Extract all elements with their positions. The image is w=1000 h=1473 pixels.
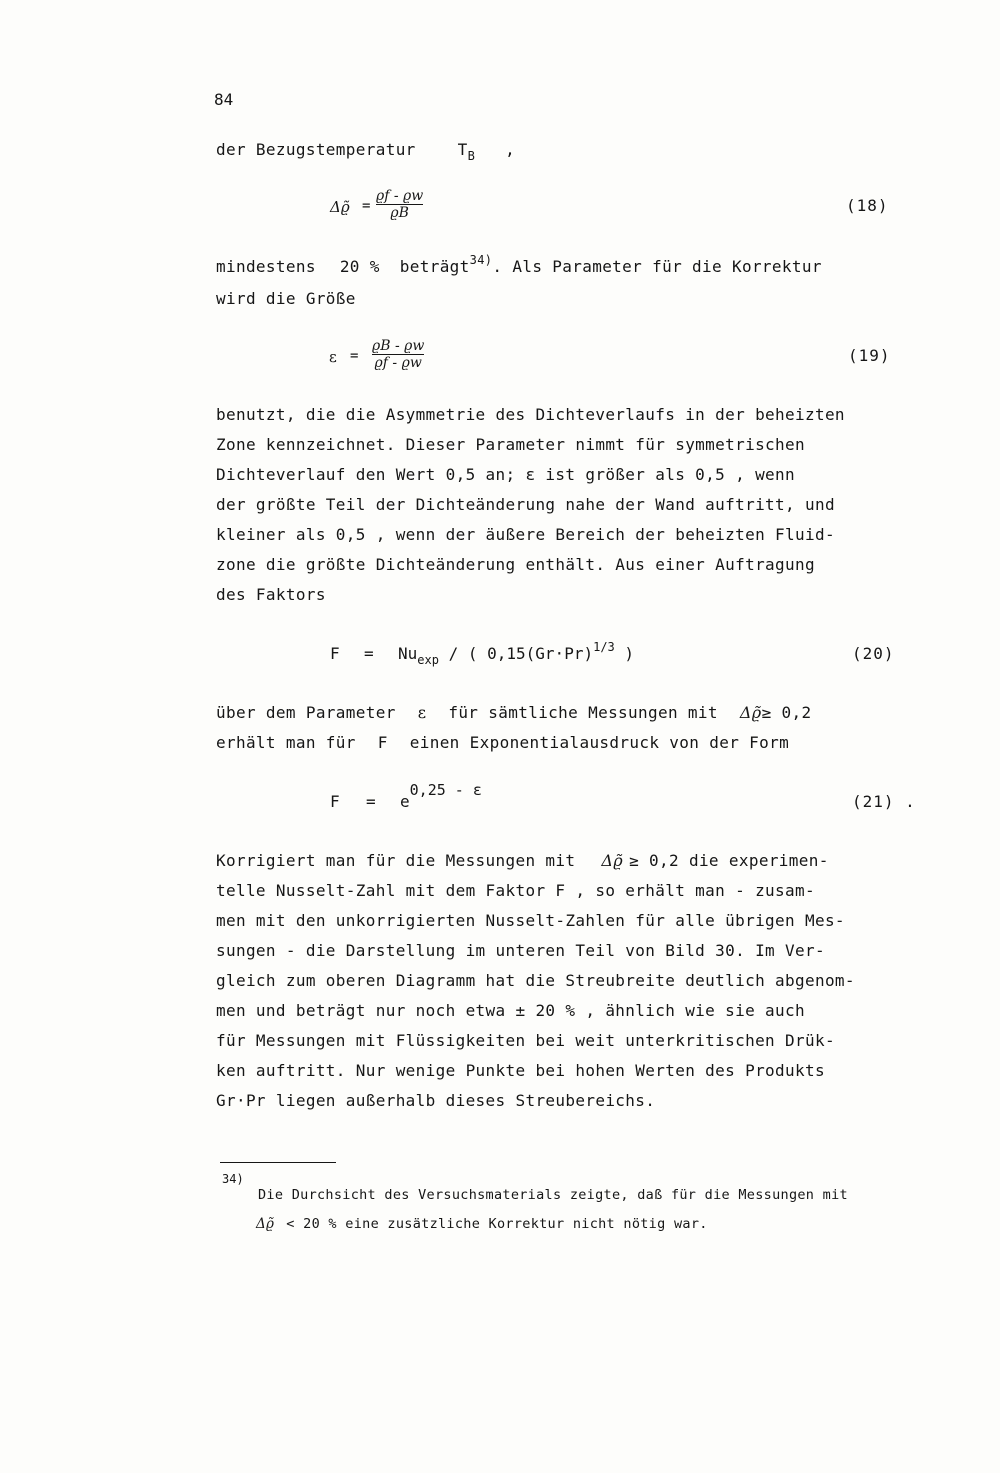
eq19-lhs: ε	[329, 348, 337, 366]
eq19-numerator: ϱB - ϱw	[372, 338, 425, 354]
para3-text-a: über dem Parameter	[216, 703, 396, 722]
intro-variable: T	[457, 140, 468, 159]
page-number: 84	[214, 90, 234, 109]
para2-line: benutzt, die die Asymmetrie des Dichteverlaufs in der beheizten	[216, 405, 845, 424]
para4-line: ken auftritt. Nur wenige Punkte bei hohen Werten des Produkts	[216, 1061, 825, 1080]
para2-line: Dichteverlauf den Wert 0,5 an; ε ist größer als 0,5 , wenn	[216, 465, 796, 484]
footnote-mark: 34)	[222, 1172, 244, 1186]
para3-factor: F	[377, 733, 388, 752]
eq20-nusselt-subscript: exp	[417, 653, 439, 667]
eq21-expression	[400, 781, 482, 811]
para4-text-c: ≥ 0,2 die experimen-	[629, 851, 829, 870]
eq20-equals: =	[364, 644, 374, 663]
para2-line: des Faktors	[216, 585, 326, 604]
para1-line1	[216, 253, 822, 276]
eq18-numerator: ϱf - ϱw	[376, 188, 424, 204]
eq21-exponent: 0,25 - ε	[409, 781, 482, 799]
para4-line1	[216, 851, 829, 870]
eq19-fraction	[372, 338, 424, 371]
para3-text-c: für sämtliche Messungen mit	[448, 703, 718, 722]
eq21-number: (21) .	[852, 792, 916, 811]
eq20-number: (20)	[852, 644, 895, 663]
eq20-nusselt: Nu	[398, 644, 418, 663]
para2-line: der größte Teil der Dichteänderung nahe der Wand auftritt, und	[216, 495, 835, 514]
intro-line	[216, 140, 516, 163]
para1-text-a: mindestens	[216, 257, 316, 276]
footnote-line2	[256, 1216, 708, 1232]
eq20-exponent: 1/3	[593, 640, 615, 654]
eq20-denominator: / ( 0,15(Gr·Pr)	[448, 644, 594, 663]
para4-line: für Messungen mit Flüssigkeiten bei weit unterkritischen Drük-	[216, 1031, 835, 1050]
footnote-separator	[220, 1162, 336, 1163]
intro-variable-subscript: B	[467, 149, 476, 163]
para3-text-2a: erhält man für	[216, 733, 356, 752]
para3-text-2c: einen Exponentialausdruck von der Form	[409, 733, 790, 752]
para1-text-d: . Als Parameter für die Korrektur	[492, 257, 822, 276]
eq20-close: )	[624, 644, 635, 663]
para3-line1	[216, 703, 811, 722]
eq20-expression	[398, 640, 635, 667]
footnote-line1: Die Durchsicht des Versuchsmaterials zeigte, daß für die Messungen mit	[258, 1187, 848, 1203]
eq21-lhs: F	[330, 792, 340, 811]
para1-line2: wird die Größe	[216, 289, 356, 308]
eq20-lhs: F	[330, 644, 340, 663]
para4-line: gleich zum oberen Diagramm hat die Streubreite deutlich abgenom-	[216, 971, 855, 990]
para2-line: Zone kennzeichnet. Dieser Parameter nimmt für symmetrischen	[216, 435, 805, 454]
intro-punct: ,	[505, 140, 516, 159]
eq21-equals: =	[366, 792, 376, 811]
footnote-reference: 34)	[469, 253, 493, 267]
footnote-delta-rho: Δϱ̃	[256, 1216, 275, 1232]
eq18-number: (18)	[846, 196, 889, 215]
para4-line: men und beträgt nur noch etwa ± 20 % , ähnlich wie sie auch	[216, 1001, 805, 1020]
para2-line: zone die größte Dichteänderung enthält. Aus einer Auftragung	[216, 555, 815, 574]
para3-text-e: ≥ 0,2	[761, 703, 812, 722]
eq18-fraction	[376, 188, 423, 221]
para3-delta-rho: Δϱ̃	[739, 703, 762, 722]
eq21-base: e	[400, 792, 410, 811]
para4-line: sungen - die Darstellung im unteren Teil von Bild 30. Im Ver-	[216, 941, 825, 960]
eq18-equals: =	[362, 198, 371, 214]
footnote-text: < 20 % eine zusätzliche Korrektur nicht nötig war.	[286, 1216, 708, 1232]
intro-text: der Bezugstemperatur	[216, 140, 416, 159]
para4-text-a: Korrigiert man für die Messungen mit	[216, 851, 576, 870]
para4-delta-rho: Δϱ̃	[601, 851, 624, 870]
eq18-denominator: ϱB	[390, 205, 409, 221]
para1-percent: 20 %	[339, 257, 380, 276]
para4-line: telle Nusselt-Zahl mit dem Faktor F , so erhält man - zusam-	[216, 881, 815, 900]
eq19-equals: =	[350, 348, 359, 364]
para3-epsilon: ε	[417, 703, 427, 722]
para4-line: Gr·Pr liegen außerhalb dieses Streubereichs.	[216, 1091, 656, 1110]
eq18-lhs: Δϱ̃	[330, 198, 350, 216]
para2-line: kleiner als 0,5 , wenn der äußere Bereich der beheizten Fluid-	[216, 525, 835, 544]
eq19-denominator: ϱf - ϱw	[374, 355, 422, 371]
para4-line: men mit den unkorrigierten Nusselt-Zahlen für alle übrigen Mes-	[216, 911, 845, 930]
para3-line2	[216, 733, 789, 752]
para1-text-c: beträgt	[399, 257, 470, 276]
eq19-number: (19)	[848, 346, 891, 365]
